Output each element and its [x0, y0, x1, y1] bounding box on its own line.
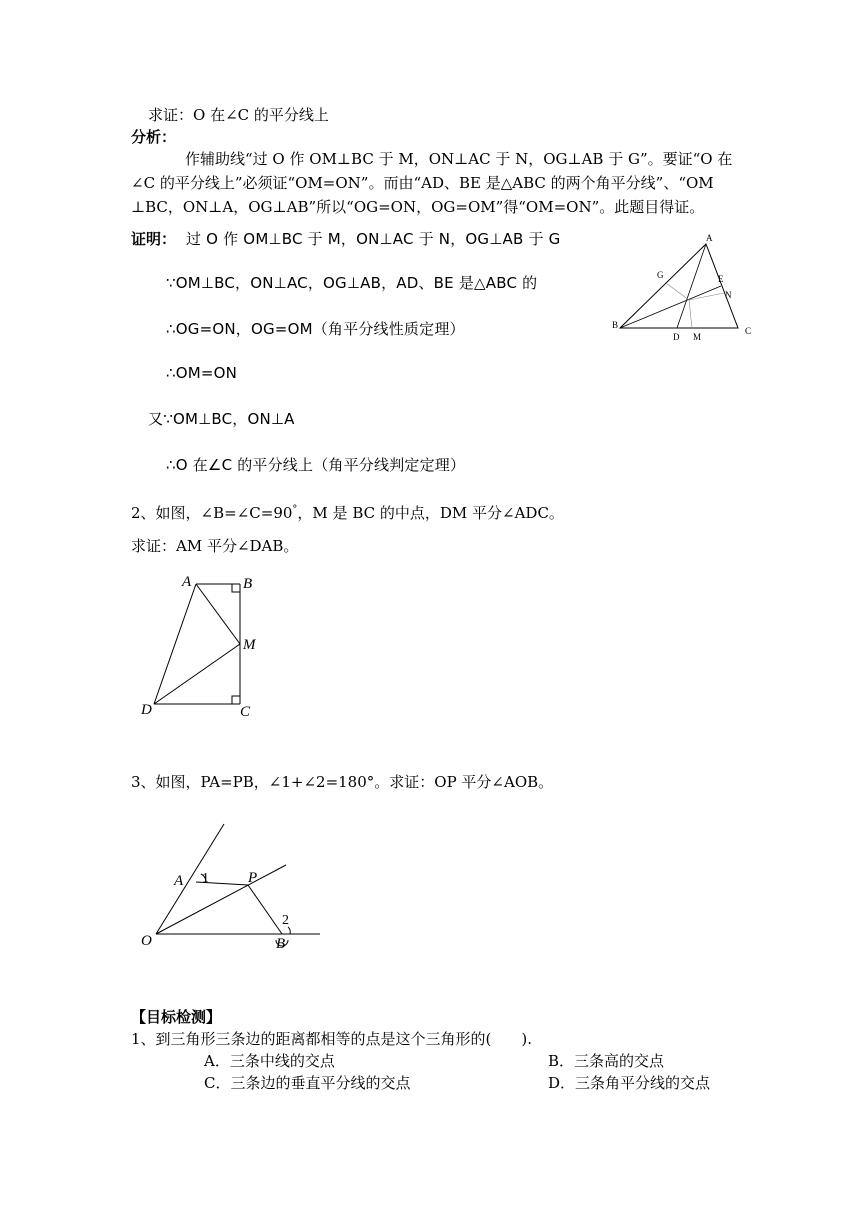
option-b: B．三条高的交点 — [548, 1052, 665, 1070]
label-e: E — [718, 274, 724, 284]
label-m: M — [243, 637, 256, 653]
label-b: B — [243, 576, 253, 592]
q2-degree-mark: ° — [292, 504, 298, 515]
label-o: O — [141, 933, 152, 949]
label-d: D — [673, 332, 680, 342]
option-a: A．三条中线的交点 — [204, 1052, 335, 1070]
proof-line-6: ∴O 在∠C 的平分线上（角平分线判定定理） — [166, 456, 466, 474]
q2-angle-value: 90 — [273, 504, 293, 522]
prove-statement: 求证：O 在∠C 的平分线上 — [148, 106, 329, 124]
q2-prove: 求证：AM 平分∠DAB。 — [131, 537, 299, 555]
label-angle-1: 1 — [202, 871, 209, 886]
label-m: M — [693, 332, 702, 342]
proof-line-1: 过 O 作 OM⊥BC 于 M，ON⊥AC 于 N，OG⊥AB 于 G — [186, 230, 561, 248]
analysis-line-2: ∠C 的平分线上”必须证“OM=ON”。而由“AD、BE 是△ABC 的两个角平分线”、“OM — [131, 174, 714, 192]
label-b: B — [276, 936, 286, 952]
label-c: C — [240, 704, 251, 720]
proof-line-3: ∴OG=ON，OG=OM（角平分线性质定理） — [166, 320, 465, 338]
check-heading: 【目标检测】 — [131, 1008, 222, 1026]
q2-prefix: 2、如图，∠B=∠C= — [131, 504, 274, 522]
proof-line-2: ∵OM⊥BC，ON⊥AC，OG⊥AB，AD、BE 是△ABC 的 — [166, 274, 538, 292]
q2-statement — [131, 504, 564, 522]
proof-line-4: ∴OM=ON — [166, 364, 238, 382]
label-a: A — [706, 233, 713, 243]
proof-line-5: 又∵OM⊥BC，ON⊥A — [148, 410, 295, 428]
triangle-abc-figure — [600, 230, 770, 350]
analysis-line-1: 作辅助线“过 O 作 OM⊥BC 于 M，ON⊥AC 于 N，OG⊥AB 于 G”。要证“O 在 — [185, 150, 733, 168]
label-p: P — [248, 870, 258, 886]
analysis-line-3: ⊥BC，ON⊥A，OG⊥AB”所以“OG=ON，OG=OM”得“OM=ON”。此题目得证。 — [131, 198, 705, 216]
label-n: N — [725, 290, 732, 300]
check-question: 1、到三角形三条边的距离都相等的点是这个三角形的( ). — [131, 1030, 533, 1048]
proof-label: 证明： — [131, 230, 177, 248]
label-c: C — [745, 326, 752, 336]
label-a: A — [174, 873, 184, 889]
q3-statement: 3、如图，PA=PB，∠1+∠2=180°。求证：OP 平分∠AOB。 — [131, 773, 554, 791]
label-a: A — [182, 574, 192, 590]
option-d: D．三条角平分线的交点 — [548, 1074, 711, 1092]
analysis-label: 分析： — [131, 128, 177, 146]
q2-suffix: ，M 是 BC 的中点，DM 平分∠ADC。 — [297, 504, 564, 522]
label-g: G — [657, 270, 664, 280]
option-c: C．三条边的垂直平分线的交点 — [204, 1074, 411, 1092]
trapezoid-figure — [130, 570, 270, 730]
label-b: B — [612, 320, 619, 330]
label-angle-2: 2 — [282, 913, 289, 928]
angle-aob-figure — [138, 810, 328, 960]
label-d: D — [141, 702, 152, 718]
